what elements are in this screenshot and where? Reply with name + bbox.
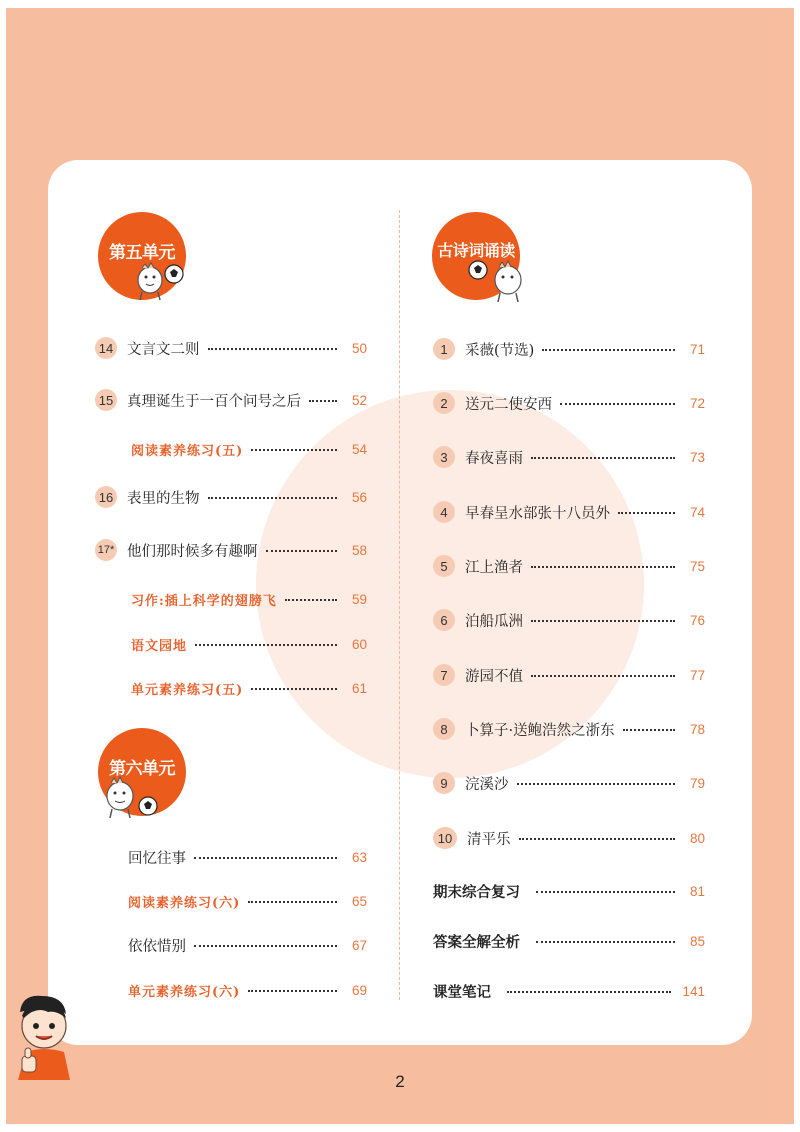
poem-title: 江上渔者 [465, 559, 523, 576]
poem-title: 泊船瓜洲 [465, 613, 523, 630]
poem-title: 送元二使安西 [465, 396, 552, 413]
poem-number: 10 [433, 827, 457, 849]
column-divider [399, 210, 400, 1000]
poem-number: 5 [433, 555, 455, 577]
toc-item[interactable] [433, 716, 705, 742]
lesson-number: 16 [95, 486, 117, 508]
section-title: 答案全解全析 [433, 934, 520, 951]
thumbs-up-boy-icon [8, 990, 78, 1080]
leader-dots [531, 614, 675, 622]
toc-item[interactable] [433, 390, 705, 416]
poem-number: 1 [433, 338, 455, 360]
page-number: 75 [689, 558, 705, 574]
leader-dots [536, 935, 675, 943]
page-number: 69 [351, 982, 367, 998]
toc-item[interactable] [95, 537, 367, 563]
page-footer-number: 2 [395, 1072, 405, 1091]
page-number: 71 [689, 341, 705, 357]
toc-item[interactable] [95, 335, 367, 361]
toc-item[interactable] [131, 631, 367, 657]
toc-item[interactable] [128, 932, 367, 958]
toc-item[interactable] [128, 844, 367, 870]
poem-number: 3 [433, 446, 455, 468]
poem-title: 清平乐 [467, 831, 511, 848]
toc-item[interactable] [433, 770, 705, 796]
toc-item[interactable] [433, 336, 705, 362]
page-number: 72 [689, 395, 705, 411]
page-number: 67 [351, 937, 367, 953]
lesson-number: 14 [95, 337, 117, 359]
page-number: 50 [351, 340, 367, 356]
toc-item[interactable] [433, 878, 705, 904]
page-number: 77 [689, 667, 705, 683]
poem-title: 卜算子·送鲍浩然之浙东 [465, 722, 615, 739]
toc-item[interactable] [95, 484, 367, 510]
leader-dots [519, 832, 676, 840]
leader-dots [531, 669, 675, 677]
lesson-number: 15 [95, 389, 117, 411]
page-number: 74 [689, 504, 705, 520]
leader-dots [266, 544, 338, 552]
page-number: 79 [689, 775, 705, 791]
leader-dots [517, 777, 676, 785]
lesson-number: 17* [95, 539, 117, 561]
toc-item[interactable] [433, 607, 705, 633]
toc-item[interactable] [433, 553, 705, 579]
page-number: 65 [351, 893, 367, 909]
toc-item[interactable] [131, 436, 367, 462]
leader-dots [507, 985, 671, 993]
page-number: 58 [351, 542, 367, 558]
page-number: 61 [351, 680, 367, 696]
poem-number: 4 [433, 501, 455, 523]
toc-item[interactable] [433, 978, 705, 1004]
leader-dots [531, 560, 675, 568]
leader-dots [623, 723, 675, 731]
page-number: 60 [351, 636, 367, 652]
poem-number: 2 [433, 392, 455, 414]
toc-item[interactable] [128, 888, 367, 914]
toc-item[interactable] [433, 499, 705, 525]
toc-item[interactable] [433, 825, 705, 851]
poem-number: 9 [433, 772, 455, 794]
section-title: 期末综合复习 [433, 884, 520, 901]
dinosaur-mascot-icon [466, 256, 532, 304]
leader-dots [531, 451, 675, 459]
leader-dots [536, 885, 675, 893]
toc-item[interactable] [95, 387, 367, 413]
page-number: 81 [689, 883, 705, 899]
leader-dots [542, 343, 675, 351]
poem-number: 8 [433, 718, 455, 740]
exercise-title: 单元素养练习(五) [131, 682, 244, 698]
leader-dots [248, 895, 337, 903]
lesson-title: 回忆往事 [128, 850, 186, 867]
poem-title: 采薇(节选) [465, 342, 535, 359]
leader-dots [195, 638, 337, 646]
exercise-title: 习作:插上科学的翅膀飞 [131, 593, 277, 609]
leader-dots [248, 984, 337, 992]
section-title: 课堂笔记 [433, 984, 491, 1001]
poem-number: 7 [433, 664, 455, 686]
leader-dots [208, 491, 338, 499]
poem-number: 6 [433, 609, 455, 631]
page-number: 63 [351, 849, 367, 865]
dinosaur-mascot-icon [132, 256, 188, 302]
toc-item[interactable] [131, 675, 367, 701]
page-number: 85 [689, 933, 705, 949]
poetry-badge-label: 古诗词诵读 [437, 241, 515, 260]
dinosaur-mascot-icon [100, 770, 162, 822]
poem-title: 早春呈水部张十八员外 [465, 505, 610, 522]
unit6-badge-label: 第六单元 [109, 759, 175, 779]
exercise-title: 单元素养练习(六) [128, 984, 241, 1000]
page-number: 56 [351, 489, 367, 505]
leader-dots [251, 443, 337, 451]
exercise-title: 语文园地 [131, 638, 188, 654]
toc-item[interactable] [433, 444, 705, 470]
leader-dots [285, 593, 337, 601]
lesson-title: 他们那时候多有趣啊 [127, 543, 258, 560]
leader-dots [194, 851, 337, 859]
poem-title: 春夜喜雨 [465, 450, 523, 467]
poem-title: 浣溪沙 [465, 776, 509, 793]
page-number: 52 [351, 392, 367, 408]
leader-dots [251, 682, 337, 690]
leader-dots [309, 394, 337, 402]
lesson-title: 真理诞生于一百个问号之后 [127, 393, 301, 410]
leader-dots [560, 397, 675, 405]
leader-dots [194, 939, 337, 947]
lesson-title: 表里的生物 [127, 490, 200, 507]
poem-title: 游园不值 [465, 668, 523, 685]
exercise-title: 阅读素养练习(五) [131, 443, 244, 459]
page-number: 78 [689, 721, 705, 737]
page-number: 54 [351, 441, 367, 457]
leader-dots [618, 506, 675, 514]
page-number: 59 [351, 591, 367, 607]
page-number: 76 [689, 612, 705, 628]
page-number: 80 [689, 830, 705, 846]
exercise-title: 阅读素养练习(六) [128, 895, 241, 911]
leader-dots [208, 342, 338, 350]
page-number: 141 [682, 983, 705, 999]
toc-item[interactable] [128, 977, 367, 1003]
lesson-title: 依依惜别 [128, 938, 186, 955]
toc-item[interactable] [433, 662, 705, 688]
toc-item[interactable] [433, 928, 705, 954]
page-number: 73 [689, 449, 705, 465]
lesson-title: 文言文二则 [127, 341, 200, 358]
unit5-badge-label: 第五单元 [109, 243, 175, 263]
toc-item[interactable] [131, 586, 367, 612]
